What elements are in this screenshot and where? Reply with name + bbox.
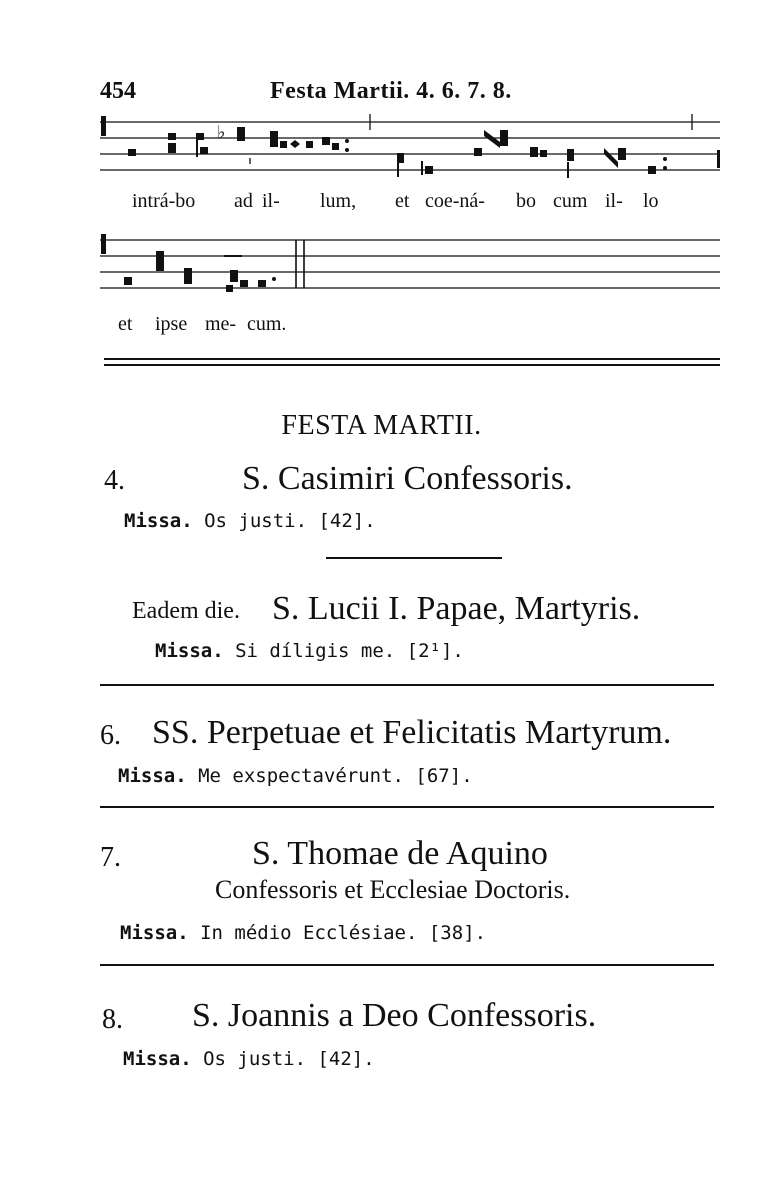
lyric-syllable: coe-ná- (425, 190, 485, 212)
lyric-syllable: il- (262, 190, 280, 212)
section-rule (100, 806, 714, 808)
mass-line (120, 922, 486, 944)
mass-label: Missa. (123, 1048, 192, 1070)
double-rule-bottom (104, 364, 720, 366)
mass-line (155, 640, 464, 662)
feast-number: 7. (100, 842, 121, 873)
feast-number: 6. (100, 720, 121, 751)
svg-text:♭: ♭ (217, 122, 226, 143)
lyric-syllable: et (395, 190, 410, 212)
lyric-syllable: lo (643, 190, 659, 212)
lyric-syllable: bo (516, 190, 536, 212)
chant-lyrics-2 (0, 313, 763, 337)
feast-title: S. Casimiri Confessoris. (242, 460, 573, 497)
mass-line (123, 1048, 375, 1070)
section-rule (100, 964, 714, 966)
feast-subtitle: Confessoris et Ecclesiae Doctoris. (215, 875, 571, 904)
feast-number: 4. (104, 465, 125, 496)
mass-text: Me exspectavérunt. [67]. (198, 765, 473, 787)
lyric-syllable: ad (234, 190, 253, 212)
mass-label: Missa. (124, 510, 193, 532)
feast-title: S. Joannis a Deo Confessoris. (192, 997, 597, 1034)
section-heading: FESTA MARTII. (281, 410, 482, 441)
feast-title: SS. Perpetuae et Felicitatis Martyrum. (152, 714, 672, 751)
short-rule (326, 557, 502, 559)
lyric-syllable: ipse (155, 313, 188, 335)
section-rule (100, 684, 714, 686)
feast-title: S. Lucii I. Papae, Martyris. (272, 590, 641, 627)
feast-number: 8. (102, 1004, 123, 1035)
mass-line (118, 765, 473, 787)
lyric-syllable: me- (205, 313, 237, 335)
lyric-syllable: il- (605, 190, 623, 212)
mass-text: Si díligis me. [2¹]. (235, 640, 464, 662)
mass-line (124, 510, 376, 532)
mass-text: Os justi. [42]. (203, 1048, 375, 1070)
chant-lyrics-1 (0, 190, 763, 214)
lyric-syllable: et (118, 313, 133, 335)
mass-text: Os justi. [42]. (204, 510, 376, 532)
lyric-syllable: cum (553, 190, 588, 212)
double-rule-top (104, 358, 720, 360)
feast-title: S. Thomae de Aquino (252, 835, 548, 872)
feast-prefix: Eadem die. (132, 598, 240, 624)
lyric-syllable: cum. (247, 313, 287, 335)
mass-label: Missa. (118, 765, 187, 787)
mass-label: Missa. (155, 640, 224, 662)
lyric-syllable: lum, (320, 190, 357, 212)
mass-text: In médio Ecclésiae. [38]. (200, 922, 487, 944)
mass-label: Missa. (120, 922, 189, 944)
lyric-syllable: intrá-bo (132, 190, 196, 212)
running-header (100, 78, 720, 108)
chant-staff-1 (100, 110, 720, 190)
page-number: 454 (100, 78, 136, 104)
running-title: Festa Martii. 4. 6. 7. 8. (270, 78, 512, 104)
chant-staff-2 (100, 228, 720, 303)
